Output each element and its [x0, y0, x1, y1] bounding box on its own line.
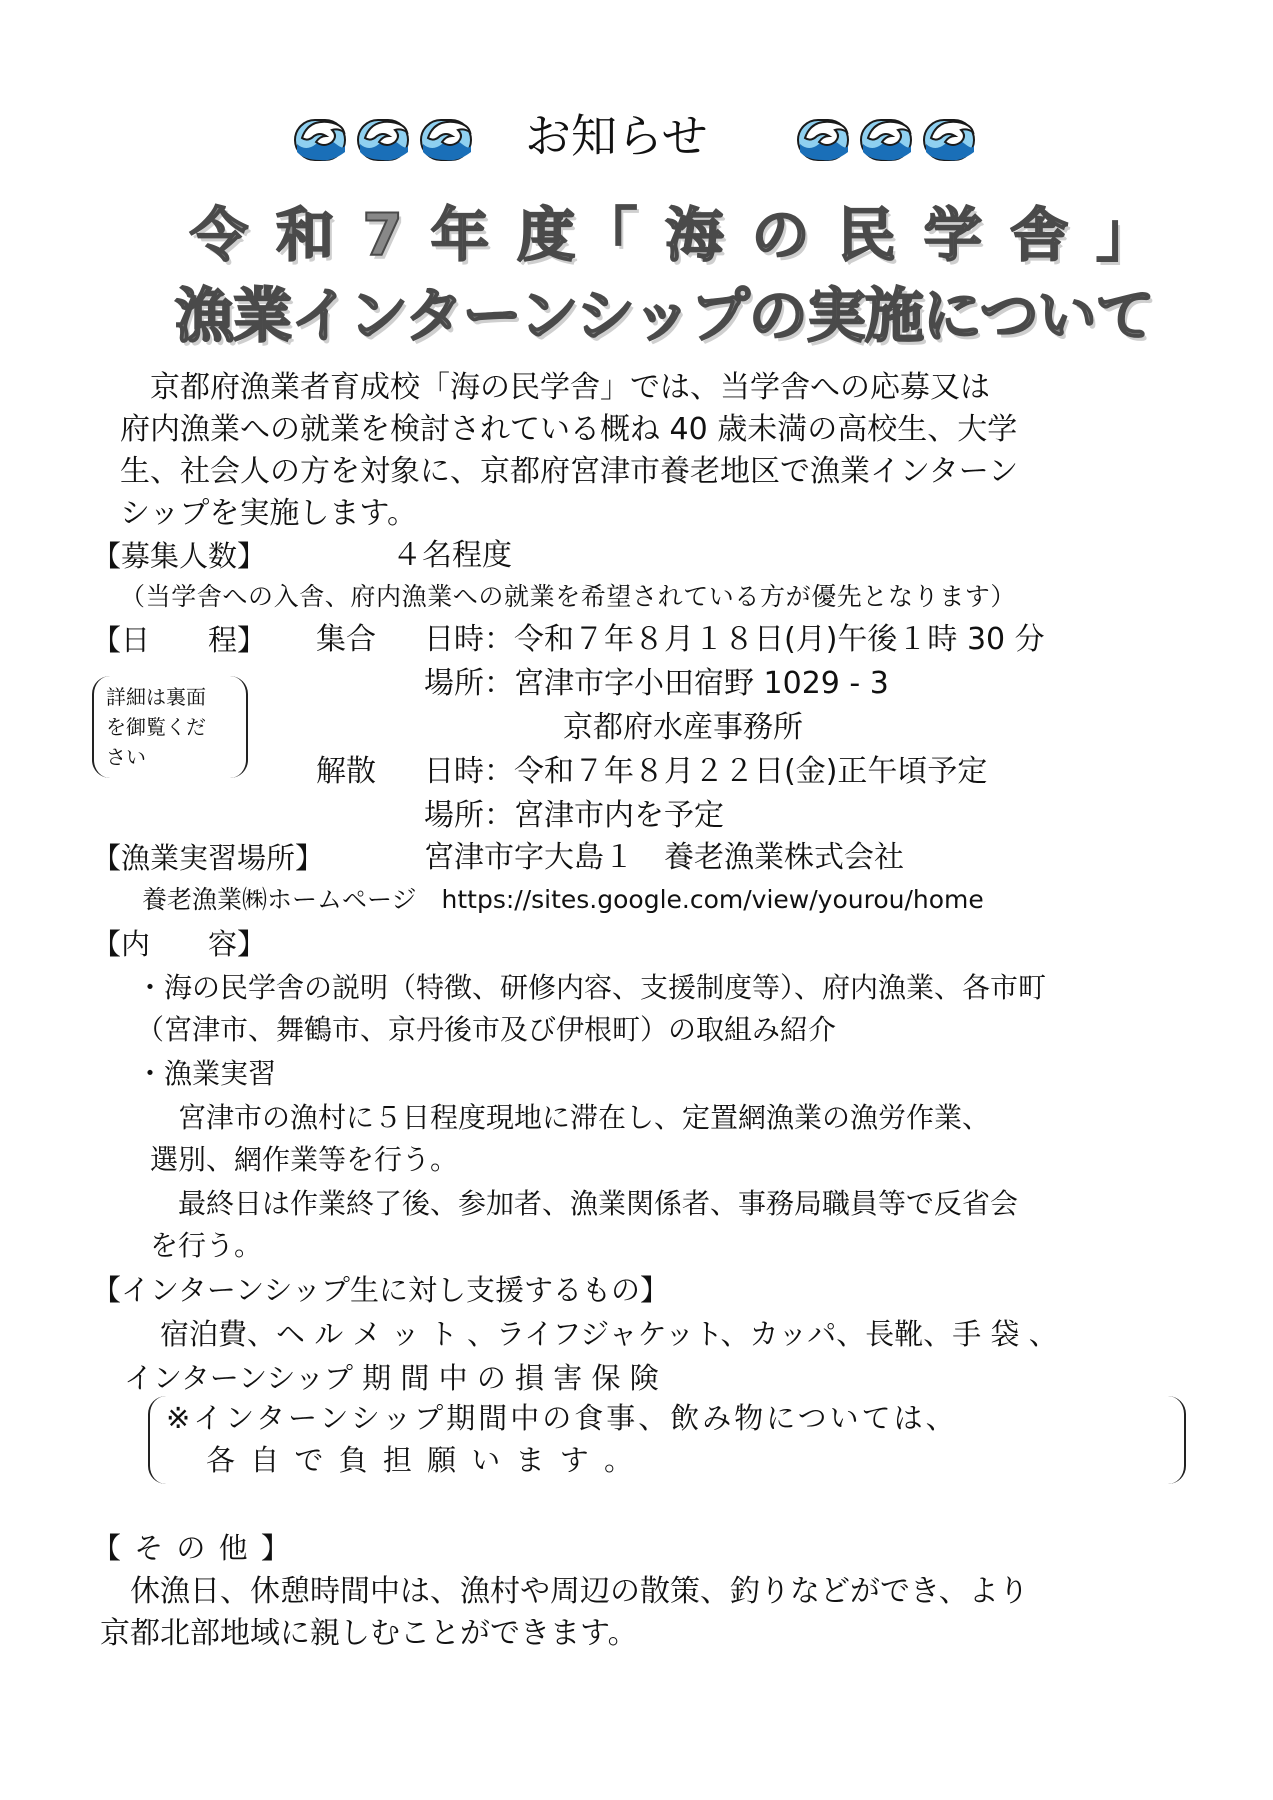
- support-line2: インターンシップ 期 間 中 の 損 害 保 険: [124, 1361, 659, 1395]
- content-item2-line: 宮津市の漁村に５日程度現地に滞在し、定置網漁業の漁労作業、: [150, 1101, 991, 1134]
- wave-icon: [418, 112, 474, 164]
- wave-icon: [292, 112, 348, 164]
- dismiss-datetime: 日時：令和７年８月２２日(金)正午頃予定: [424, 754, 988, 789]
- detail-note-line: さい: [106, 745, 146, 769]
- intro-line: 京都府漁業者育成校「海の民学舎」では、当学舎への応募又は: [120, 370, 990, 405]
- main-title-line2: 漁業インターンシップの実施について: [175, 281, 1154, 350]
- content-item2-title: ・漁業実習: [136, 1057, 277, 1090]
- gather-place-name: 京都府水産事務所: [563, 710, 803, 745]
- content-item2-line: を行う。: [150, 1229, 263, 1262]
- location-value: 宮津市字大島１ 養老漁業株式会社: [424, 840, 904, 875]
- support-note-line1: ※インターンシップ期間中の食事、飲み物については、: [166, 1401, 958, 1435]
- content-label: 【内 容】: [92, 927, 267, 961]
- support-label: 【インターンシップ生に対し支援するもの】: [92, 1273, 669, 1307]
- other-label: 【 そ の 他 】: [92, 1531, 292, 1565]
- recruit-note: （当学舎への入舎、府内漁業への就業を希望されている方が優先となります）: [120, 582, 1017, 611]
- other-line1: 休漁日、休憩時間中は、漁村や周辺の散策、釣りなどができ、より: [100, 1574, 1029, 1609]
- dismiss-place: 場所：宮津市内を予定: [424, 798, 724, 833]
- intro-line: シップを実施します。: [120, 496, 417, 531]
- wave-icon: [858, 112, 914, 164]
- main-title-line1: 令 和 7 年 度「 海 の 民 学 舎 」: [190, 201, 1159, 269]
- wave-icon: [921, 112, 977, 164]
- detail-note-line: を御覧くだ: [106, 715, 206, 739]
- gather-place: 場所：宮津市字小田宿野 1029 - 3: [424, 666, 889, 701]
- homepage-link[interactable]: 養老漁業㈱ホームページ https://sites.google.com/view/yourou/home: [142, 885, 984, 914]
- intro-line: 生、社会人の方を対象に、京都府宮津市養老地区で漁業インターン: [120, 454, 1019, 489]
- location-label: 【漁業実習場所】: [92, 841, 325, 875]
- intro-line: 府内漁業への就業を検討されている概ね 40 歳未満の高校生、大学: [120, 412, 1018, 447]
- content-item2-line: 最終日は作業終了後、参加者、漁業関係者、事務局職員等で反省会: [150, 1187, 1019, 1220]
- schedule-label: 【日 程】: [92, 623, 267, 657]
- support-line1: 宿泊費、ヘ ル メ ッ ト 、ライフジャケット、カッパ、長靴、手 袋 、: [160, 1317, 1058, 1351]
- wave-icon: [355, 112, 411, 164]
- gather-datetime: 日時：令和７年８月１８日(月)午後１時 30 分: [424, 622, 1045, 657]
- dismiss-label: 解散: [316, 754, 376, 789]
- content-item1-line2: （宮津市、舞鶴市、京丹後市及び伊根町）の取組み紹介: [136, 1013, 837, 1046]
- support-note-line2: 各 自 で 負 担 願 い ま す 。: [206, 1443, 636, 1477]
- recruit-label: 【募集人数】: [92, 539, 267, 573]
- detail-note-line: 詳細は裏面: [106, 685, 206, 709]
- content-item2-line: 選別、網作業等を行う。: [150, 1143, 459, 1176]
- wave-icon: [795, 112, 851, 164]
- notice-title: お知らせ: [525, 109, 708, 163]
- other-line2: 京都北部地域に親しむことができます。: [100, 1616, 638, 1651]
- content-item1-line1: ・海の民学舎の説明（特徴、研修内容、支援制度等）、府内漁業、各市町: [136, 971, 1047, 1004]
- recruit-value: ４名程度: [392, 538, 512, 573]
- gather-label: 集合: [316, 622, 376, 657]
